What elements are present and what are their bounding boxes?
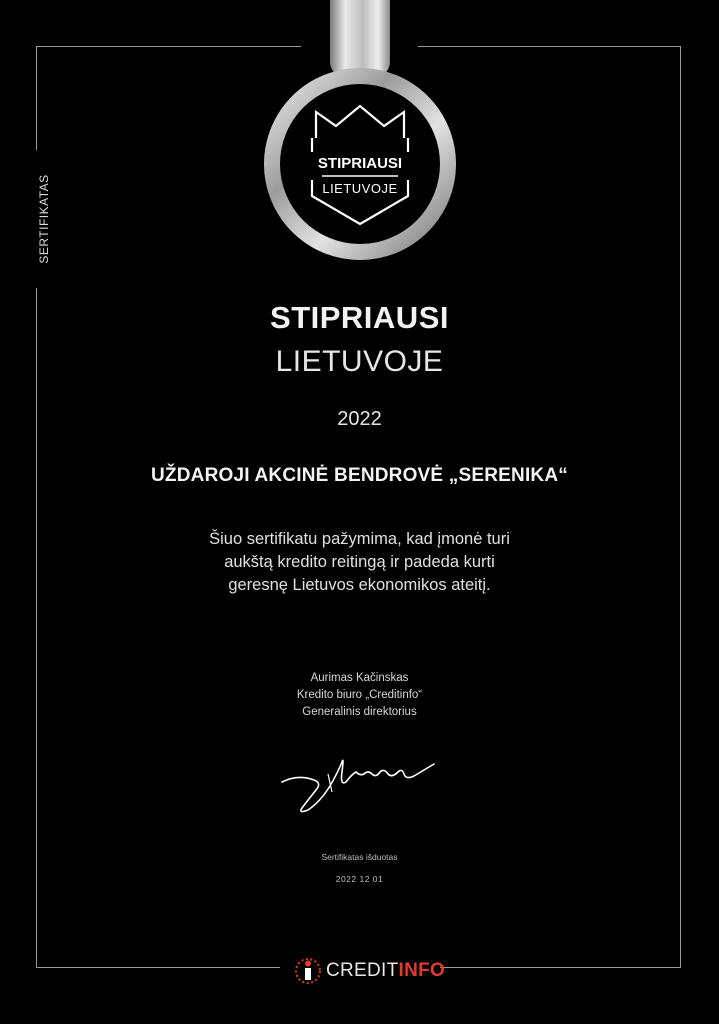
side-label: SERTIFIKATAS xyxy=(37,174,51,264)
creditinfo-logo xyxy=(294,957,445,985)
signer-block xyxy=(0,670,719,721)
title-line1: STIPRIAUSI xyxy=(270,300,449,335)
company-name: UŽDAROJI AKCINĖ BENDROVĖ „SERENIKA“ xyxy=(151,465,568,486)
issued-label: Sertifikatas išduotas xyxy=(321,852,398,862)
creditinfo-logo-icon xyxy=(294,957,322,985)
badge-line1: STIPRIAUSI xyxy=(317,155,403,172)
signer-position: Generalinis direktorius xyxy=(302,706,417,718)
badge-line2: LIETUVOJE xyxy=(322,181,398,196)
certificate-description xyxy=(0,528,719,597)
title-line2: LIETUVOJE xyxy=(275,345,444,378)
certificate-year: 2022 xyxy=(337,408,382,430)
issued-date: 2022 12 01 xyxy=(335,874,384,884)
medal-badge xyxy=(0,0,719,270)
description-line: Šiuo sertifikatu pažymima, kad įmonė turi xyxy=(209,530,510,548)
description-line: geresnę Lietuvos ekonomikos ateitį. xyxy=(228,576,491,594)
signer-name: Aurimas Kačinskas xyxy=(310,672,409,684)
description-line: aukštą kredito reitingą ir padeda kurti xyxy=(224,553,495,571)
creditinfo-logo-text: CREDITINFO xyxy=(326,960,446,981)
signer-organization: Kredito biuro „Creditinfo“ xyxy=(296,689,423,701)
signature xyxy=(268,752,448,824)
